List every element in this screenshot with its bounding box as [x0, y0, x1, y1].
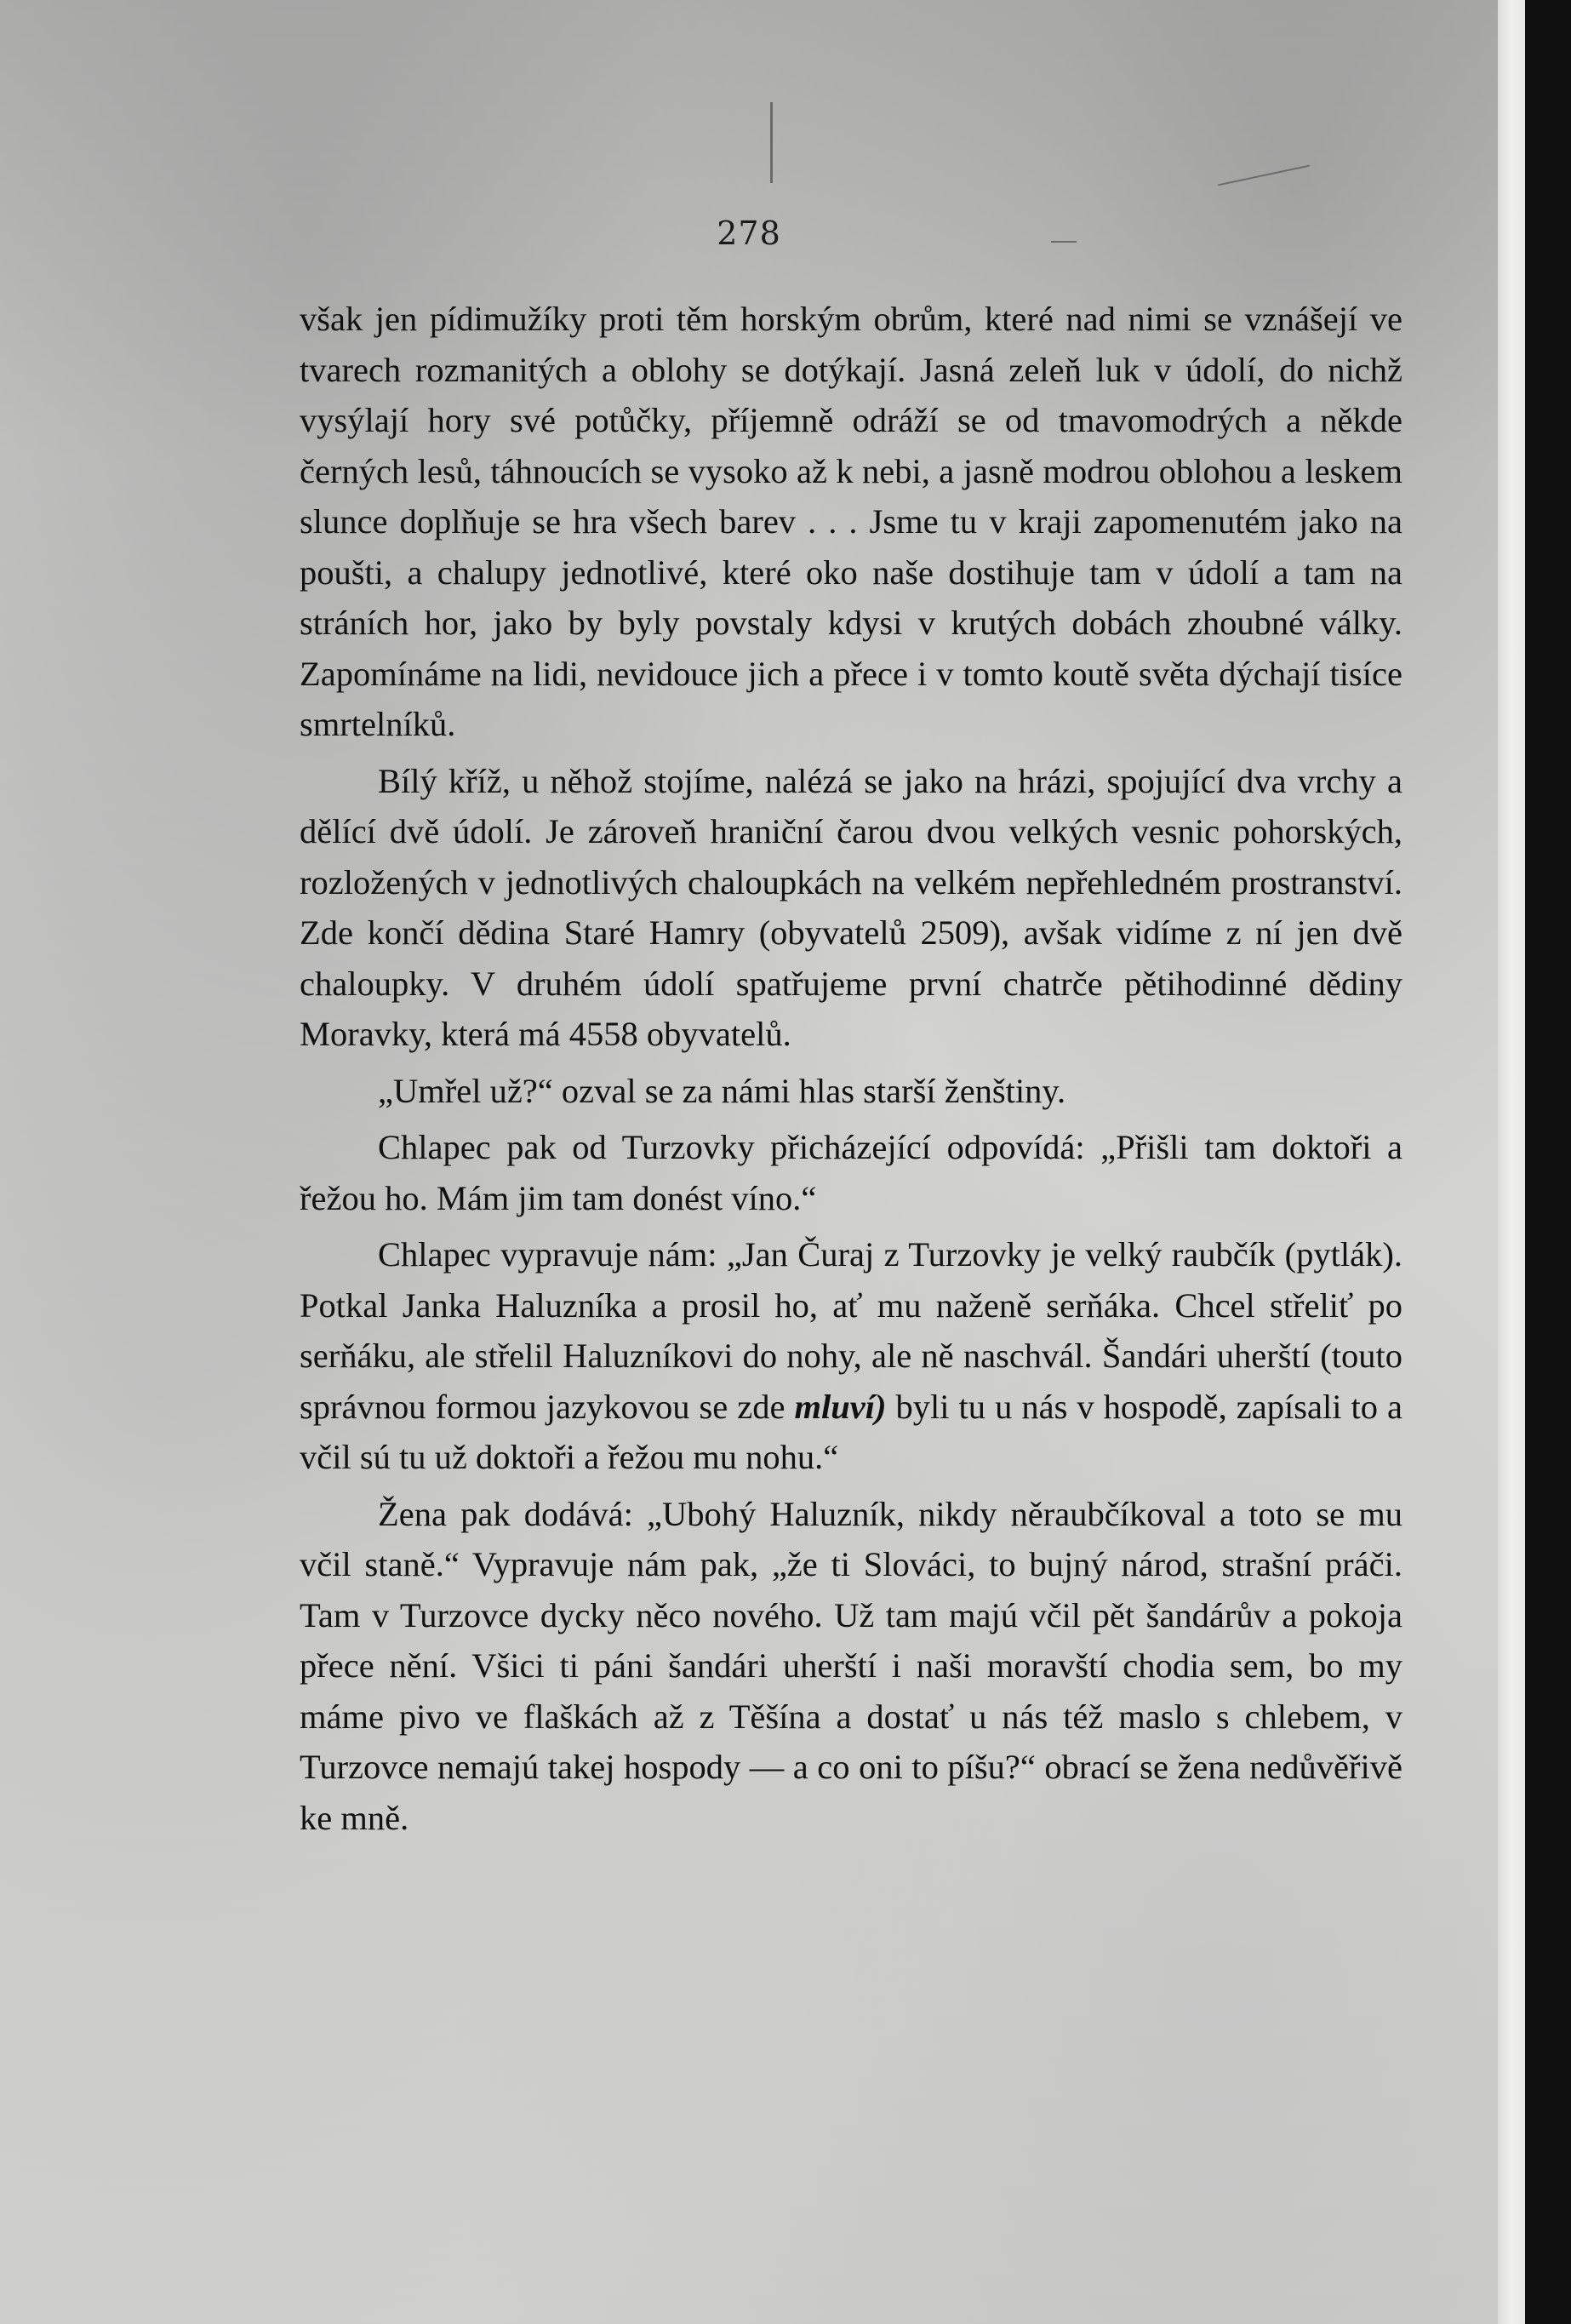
paragraph-4: Chlapec pak od Turzovky přicházející odpovídá: „Přišli tam doktoři a řežou ho. Mám jim tam donést víno.“: [300, 1128, 1402, 1217]
emphasized-word: mluví): [794, 1387, 887, 1426]
paragraph-2: Bílý kříž, u něhož stojíme, nalézá se jako na hrázi, spojující dva vrchy a dělící dvě údolí. Je zároveň hraniční čarou dvou velkých vesnic pohorských, rozložených v jednotlivých chaloupkách na velkém nepřehledném prostranství. Zde končí dědina Staré Hamry (obyvatelů 2509), avšak vidíme z ní jen dvě chaloupky. V druhém údolí spatřujeme první chatrče pětihodinné dědiny Moravky, která má 4558 obyvatelů.: [300, 761, 1402, 1053]
body-text: [300, 294, 1402, 1843]
paragraph-5-text-b: byli tu u nás v hospodě, zapísali to a včil sú tu už doktoři a řežou mu nohu.“: [300, 1387, 1403, 1476]
paragraph-5-text-a: Chlapec vypravuje nám: „Jan Čuraj z Turzovky je velký raubčík (pytlák). Potkal Janka Haluzníka a prosil ho, ať mu naženě serňáka. Chcel střeliť po serňáku, ale střelil Haluzníkovi do nohy, ale ně naschvál. Šandári uherští (touto správnou formou jazykovou se zde: [300, 1235, 1402, 1426]
page-edge: [1498, 0, 1525, 2324]
page-number: 278: [717, 215, 781, 252]
scan-mark: [1218, 165, 1310, 186]
paragraph-6: Žena pak dodává: „Ubohý Haluzník, nikdy něraubčíkoval a toto se mu včil staně.“ Vypravuje nám pak, „že ti Slováci, to bujný národ, strašní práči. Tam v Turzovce dycky něco nového. Už tam majú včil pět šandárův a pokoja přece nění. Všici ti páni šandári uherští i naši moravští chodia sem, bo my máme pivo ve flaškách až z Těšína a dostať u nás též maslo s chlebem, v Turzovce nemajú takej hospody — a co oni to píšu?“ obrací se žena nedůvěřivě ke mně.: [300, 1494, 1402, 1837]
paragraph-1: však jen pídimužíky proti těm horským obrům, které nad nimi se vznášejí ve tvarech rozmanitých a oblohy se dotýkají. Jasná zeleň luk v údolí, do nichž vysýlají hory své potůčky, příjemně odráží se od tmavomodrých a někde černých lesů, táhnoucích se vysoko až k nebi, a jasně modrou oblohou a leskem slunce doplňuje se hra všech barev . . . Jsme tu v kraji zapomenutém jako na poušti, a chalupy jednotlivé, které oko naše dostihuje tam v údolí a tam na stráních hor, jako by byly povstaly kdysi v krutých dobách zhoubné války. Zapomínáme na lidi, nevidouce jich a přece i v tomto koutě světa dýchají tisíce smrtelníků.: [300, 300, 1402, 743]
paragraph-3: „Umřel už?“ ozval se za námi hlas starší ženštiny.: [378, 1071, 1066, 1110]
paragraph-5: [300, 1229, 1402, 1483]
scan-mark: [770, 102, 773, 183]
